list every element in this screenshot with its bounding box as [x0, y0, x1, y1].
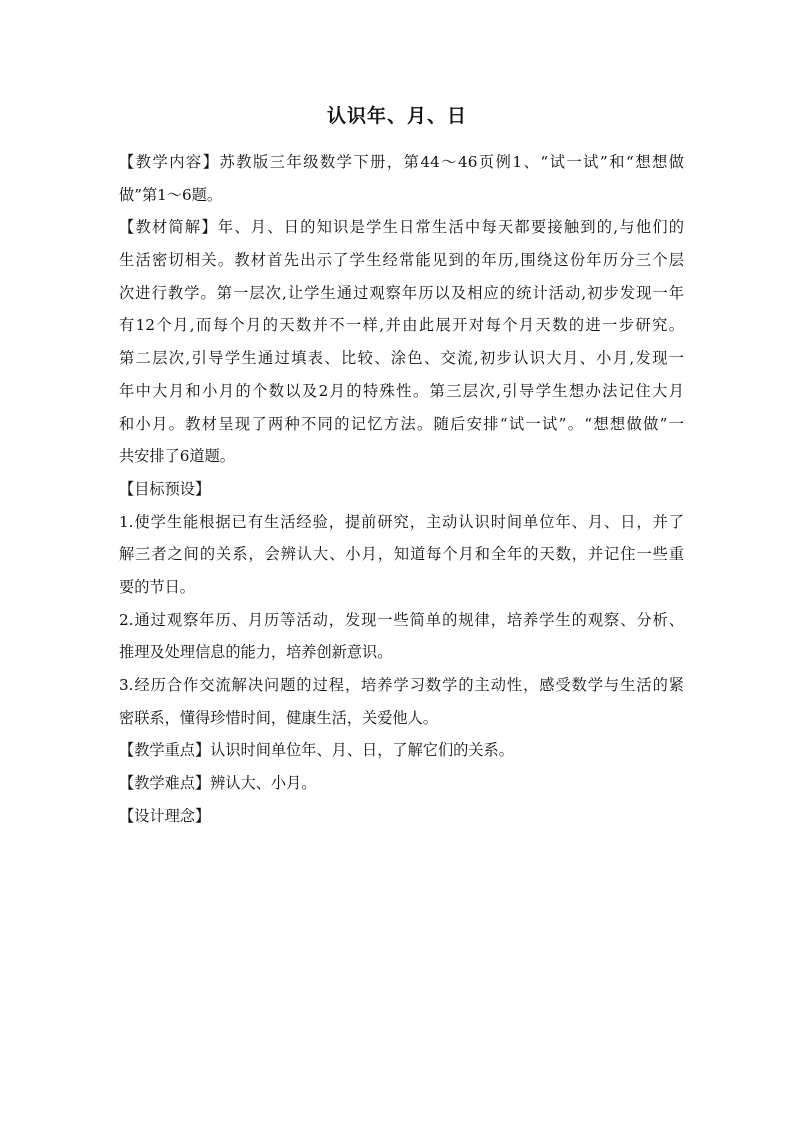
body-line: 要的节日。 — [119, 577, 195, 596]
body-line: 有12个月,而每个月的天数并不一样,并由此展开对每个月天数的进一步研究。 — [119, 316, 684, 335]
body-line: 次进行教学。第一层次,让学生通过观察年历以及相应的统计活动,初步发现一年 — [119, 283, 684, 302]
section-heading: 【目标预设】 — [119, 479, 211, 498]
body-line: 推理及处理信息的能力，培养创新意识。 — [119, 643, 393, 662]
body-line: 2.通过观察年历、月历等活动，发现一些简单的规律，培养学生的观察、分析、 — [119, 610, 684, 629]
body-line: 密联系，懂得珍惜时间，健康生活，关爱他人。 — [119, 708, 438, 727]
body-line: 共安排了6道题。 — [119, 447, 235, 466]
body-line: 1.使学生能根据已有生活经验，提前研究，主动认识时间单位年、月、日，并了 — [119, 512, 684, 531]
body-line: 年中大月和小月的个数以及2月的特殊性。第三层次,引导学生想办法记住大月 — [119, 381, 684, 400]
section-heading: 【设计理念】 — [119, 806, 211, 825]
body-line: 生活密切相关。教材首先出示了学生经常能见到的年历,围绕这份年历分三个层 — [119, 251, 684, 270]
document-body — [119, 146, 684, 832]
body-line: 【教学重点】认识时间单位年、月、日，了解它们的关系。 — [119, 741, 514, 760]
body-line: 【教学难点】辨认大、小月。 — [119, 774, 317, 793]
body-line: 【教学内容】苏教版三年级数学下册，第44～46页例1、“试一试”和“想想做 — [119, 153, 684, 171]
body-line: 做”第1～6题。 — [119, 185, 223, 204]
document-title: 认识年、月、日 — [326, 105, 467, 127]
body-line: 3.经历合作交流解决问题的过程，培养学习数学的主动性，感受数学与生活的紧 — [119, 676, 684, 694]
body-line: 和小月。教材呈现了两种不同的记忆方法。随后安排“试一试”。“想想做做”一 — [119, 414, 684, 433]
body-line: 【教材简解】年、月、日的知识是学生日常生活中每天都要接触到的,与他们的 — [119, 218, 684, 237]
body-line: 第二层次,引导学生通过填表、比较、涂色、交流,初步认识大月、小月,发现一 — [119, 349, 684, 368]
body-line: 解三者之间的关系，会辨认大、小月，知道每个月和全年的天数，并记住一些重 — [119, 545, 684, 564]
